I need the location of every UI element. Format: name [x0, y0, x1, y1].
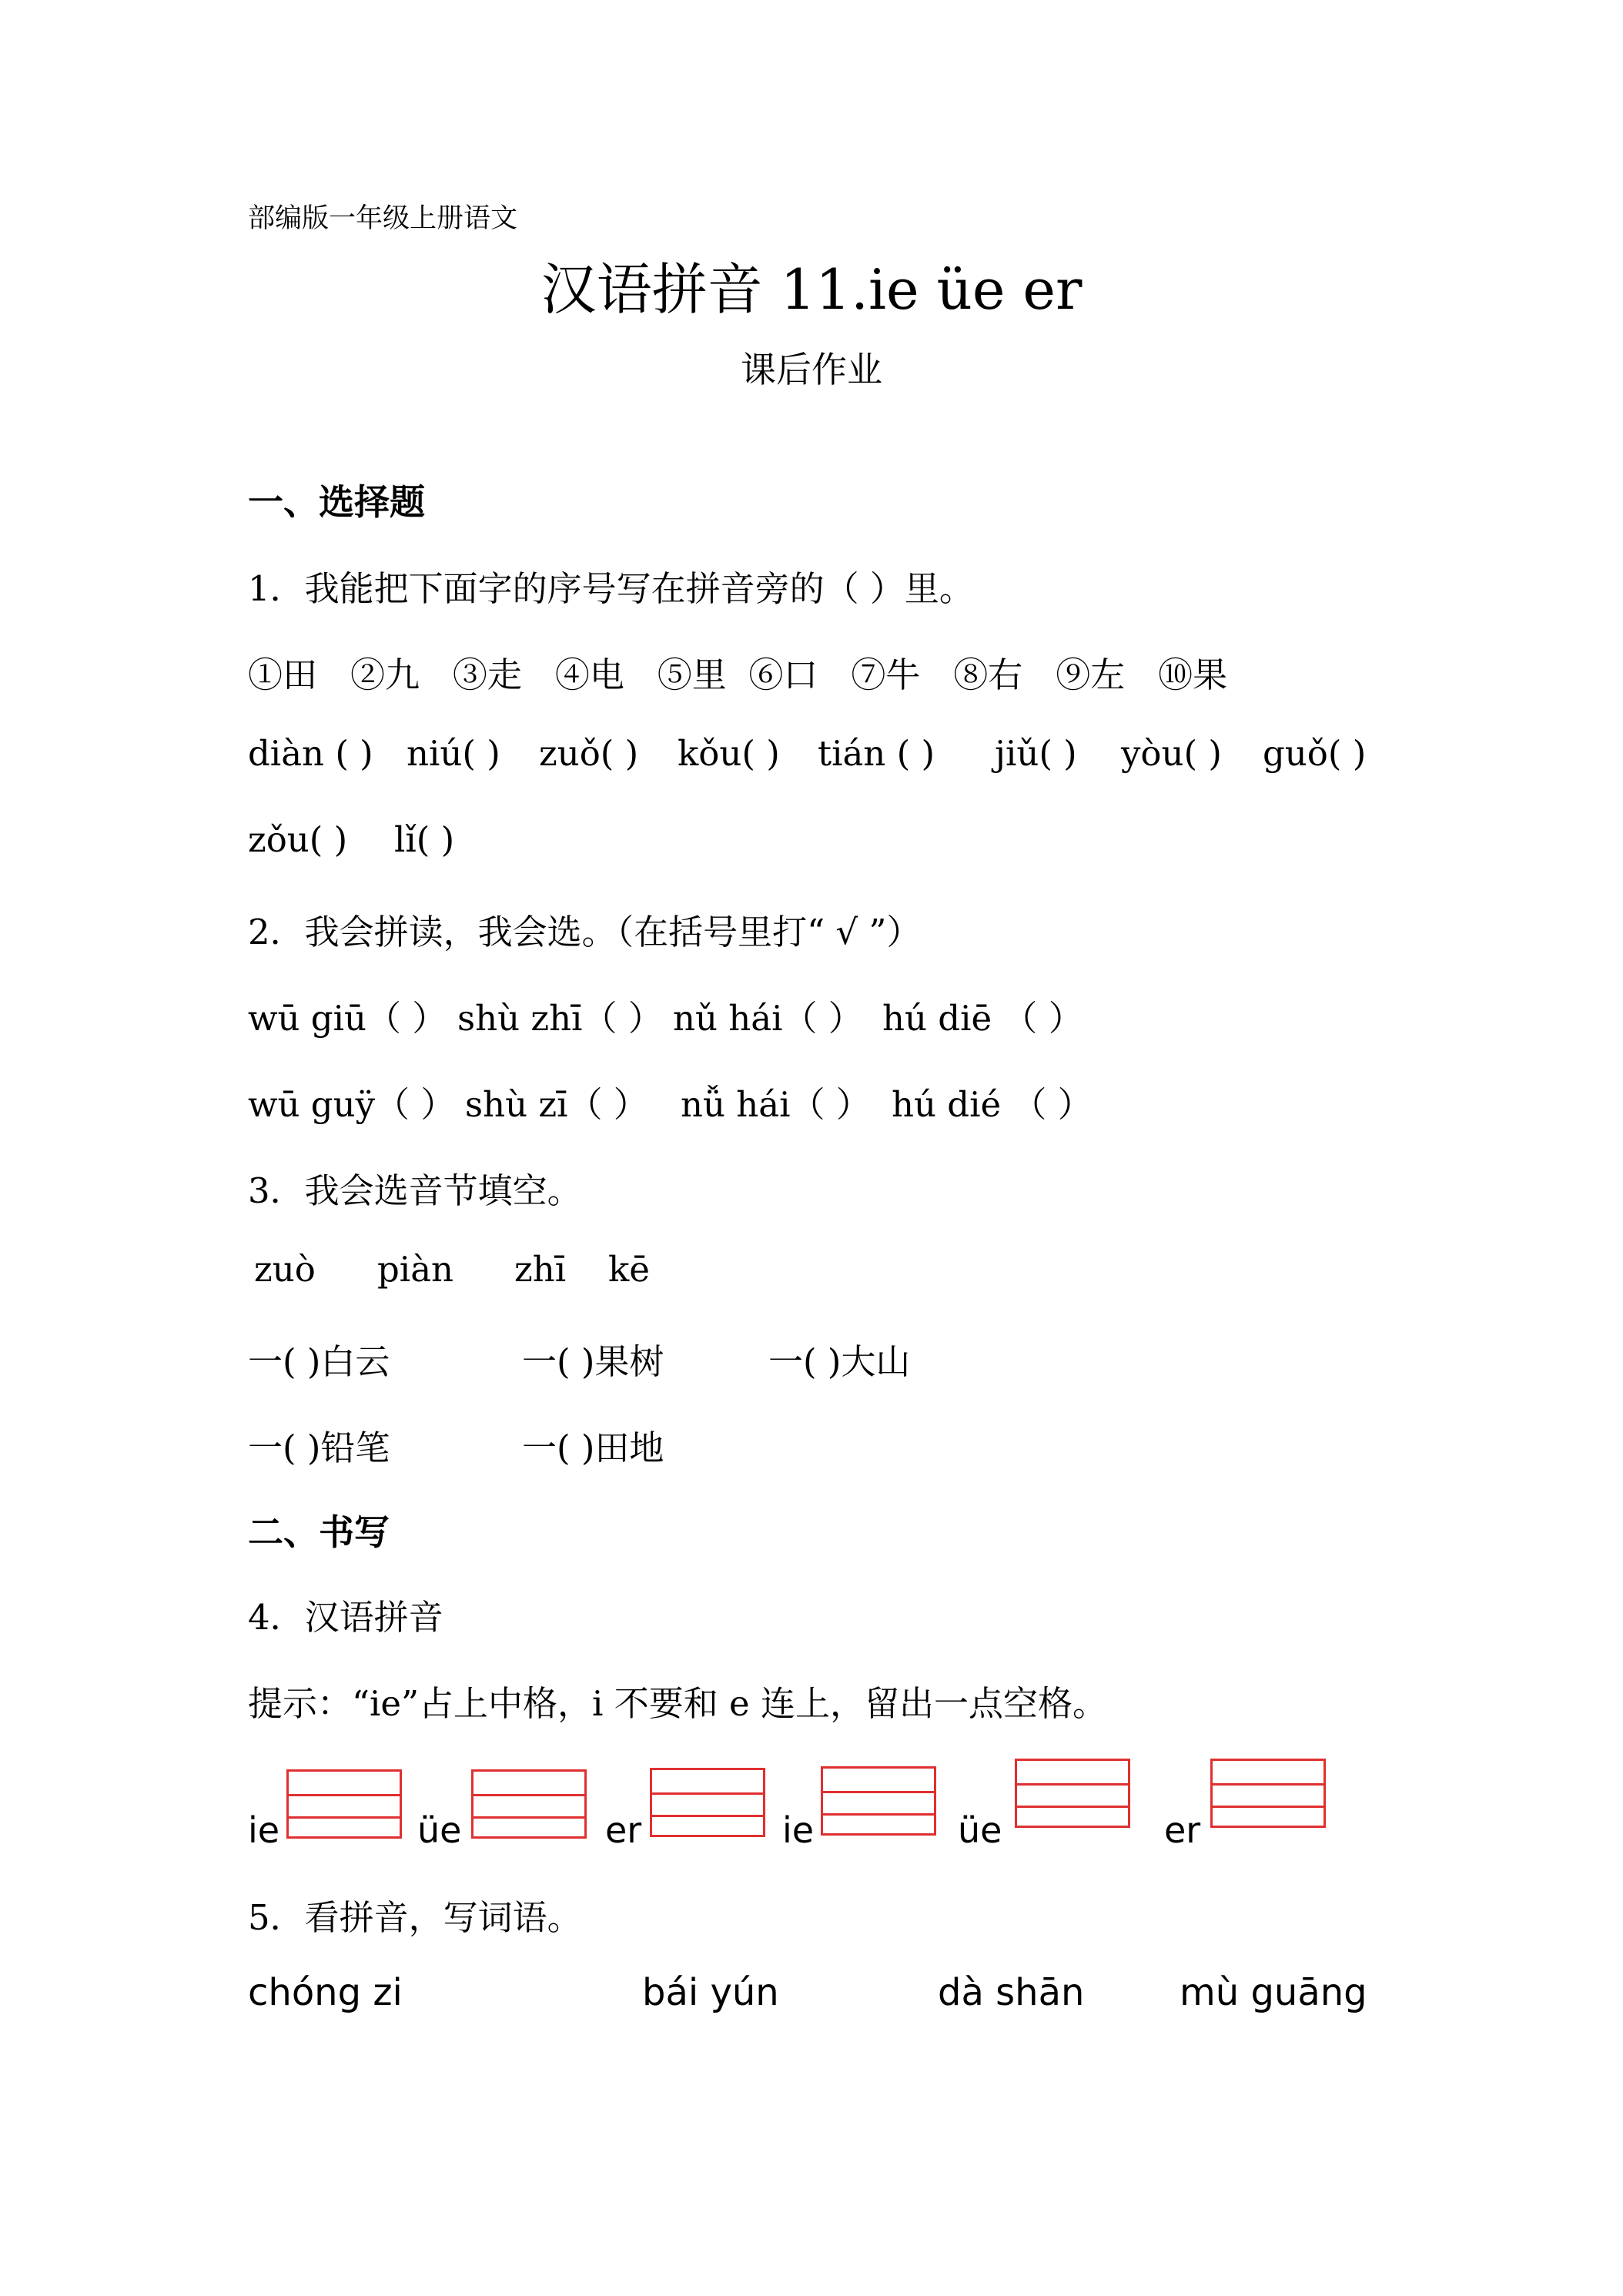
question-4-hint: 提示：“ie”占上中格，i 不要和 e 连上，留出一点空格。	[248, 1683, 1107, 1724]
q2-option[interactable]: hú diē （ ）	[882, 998, 1083, 1039]
q1-char-row	[248, 647, 1227, 697]
q1-pinyin[interactable]: guǒ( )	[1263, 733, 1367, 774]
q5-word: dà shān	[938, 1971, 1085, 2014]
q3-blank[interactable]: 一( )铅笔	[248, 1427, 390, 1468]
q1-pinyin[interactable]: lǐ( )	[394, 819, 455, 860]
q1-pinyin[interactable]: diàn ( )	[248, 733, 373, 774]
q1-char: ⑨左	[1056, 654, 1126, 695]
q1-pinyin[interactable]: yòu( )	[1121, 733, 1222, 774]
q1-char: ④电	[554, 654, 624, 695]
q1-char: ①田	[248, 654, 318, 695]
pinyin-label: ie	[248, 1809, 280, 1851]
q3-blank[interactable]: 一( )白云	[248, 1341, 390, 1382]
header-small: 部编版一年级上册语文	[248, 203, 518, 234]
pinyin-label: er	[605, 1809, 642, 1851]
q3-syllable-option: piàn	[377, 1249, 454, 1290]
page-title: 汉语拼音 11.ie üe er	[540, 257, 1083, 322]
q2-option[interactable]: wū giū（ ）	[248, 998, 447, 1039]
q5-word: mù guāng	[1180, 1971, 1367, 2014]
writing-grid[interactable]	[471, 1769, 587, 1839]
q5-word: bái yún	[642, 1971, 779, 2014]
q2-option[interactable]: hú dié （ ）	[892, 1084, 1093, 1125]
q1-char: ⑧右	[953, 654, 1023, 695]
q1-char: ②九	[350, 654, 420, 695]
q3-blank[interactable]: 一( )大山	[768, 1341, 911, 1382]
pinyin-label: er	[1164, 1809, 1201, 1851]
q3-syllable-option: zuò	[254, 1249, 316, 1290]
q2-option[interactable]: shù zhī（ ）	[457, 998, 663, 1039]
question-3-prompt: 3．我会选音节填空。	[248, 1170, 582, 1211]
q1-pinyin[interactable]: kǒu( )	[678, 733, 780, 774]
q3-blank[interactable]: 一( )果树	[522, 1341, 664, 1382]
q3-blank[interactable]: 一( )田地	[522, 1427, 664, 1468]
q1-pinyin[interactable]: zǒu( )	[248, 819, 348, 860]
q2-option[interactable]: nǚ hái（ ）	[681, 1084, 871, 1125]
page-subtitle: 课后作业	[741, 349, 882, 390]
question-4-prompt: 4．汉语拼音	[248, 1597, 443, 1638]
writing-grid[interactable]	[1210, 1759, 1326, 1828]
writing-grid[interactable]	[286, 1769, 402, 1839]
question-5-prompt: 5．看拼音，写词语。	[248, 1897, 582, 1938]
q2-option[interactable]: shù zī（ ）	[465, 1084, 648, 1125]
pinyin-label: üe	[417, 1809, 462, 1851]
q2-option[interactable]: wū guÿ（ ）	[248, 1084, 456, 1125]
writing-grid[interactable]	[1015, 1759, 1130, 1828]
writing-grid[interactable]	[821, 1766, 936, 1836]
q1-pinyin[interactable]: tián ( )	[818, 733, 935, 774]
q1-pinyin[interactable]: niú( )	[407, 733, 500, 774]
q1-char: ⑦牛	[851, 654, 921, 695]
q3-syllable-option: kē	[608, 1249, 650, 1290]
pinyin-label: ie	[782, 1809, 815, 1851]
q1-char: ③走	[452, 654, 522, 695]
q5-word: chóng zi	[248, 1971, 403, 2014]
q1-pinyin[interactable]: jiǔ( )	[995, 733, 1077, 774]
q2-option[interactable]: nǔ hái（ ）	[673, 998, 863, 1039]
q1-pinyin[interactable]: zuǒ( )	[539, 733, 639, 774]
q1-char: ⑥口	[748, 654, 818, 695]
q3-syllable-option: zhī	[514, 1249, 567, 1290]
q1-char: ⑤里	[657, 654, 727, 695]
q1-char: ⑩果	[1158, 654, 1228, 695]
section-heading-writing: 二、书写	[248, 1511, 390, 1553]
question-2-prompt: 2．我会拼读，我会选。（在括号里打“ √ ”）	[248, 912, 922, 952]
section-heading-choice: 一、选择题	[248, 481, 425, 523]
writing-grid[interactable]	[650, 1768, 765, 1837]
question-1-prompt: 1．我能把下面字的序号写在拼音旁的（ ）里。	[248, 568, 974, 609]
pinyin-label: üe	[958, 1809, 1002, 1851]
